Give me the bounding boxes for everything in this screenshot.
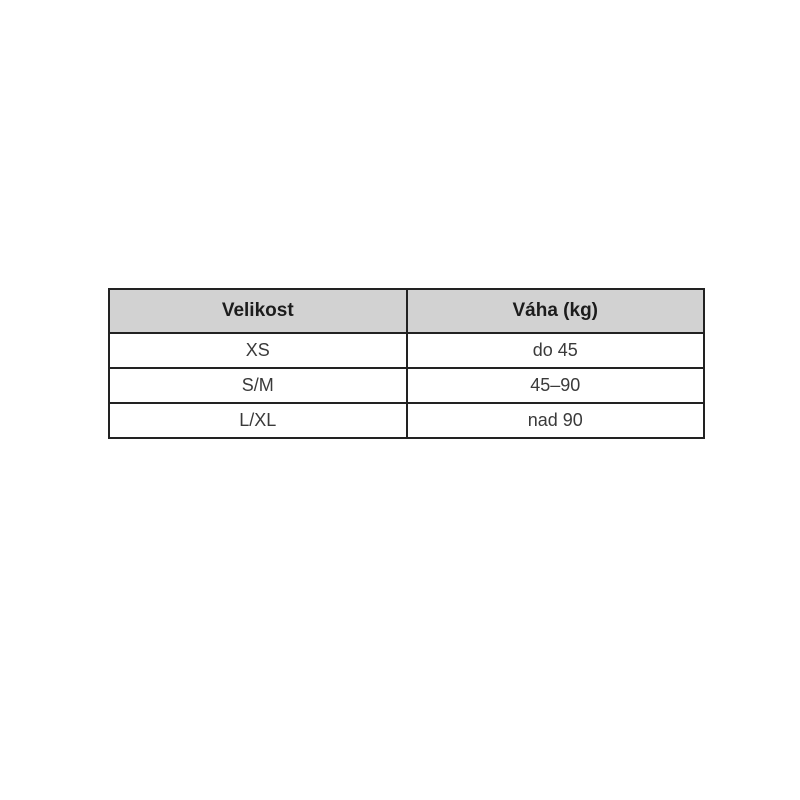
cell-size-lxl: L/XL [109,403,407,438]
header-cell-weight: Váha (kg) [407,289,705,333]
cell-size-xs: XS [109,333,407,368]
cell-size-sm: S/M [109,368,407,403]
cell-weight-sm: 45–90 [407,368,705,403]
cell-weight-lxl: nad 90 [407,403,705,438]
header-cell-size: Velikost [109,289,407,333]
size-chart-table [108,288,705,439]
table-header-row [109,289,704,333]
cell-weight-xs: do 45 [407,333,705,368]
table-row [109,403,704,438]
table-row [109,333,704,368]
table-row [109,368,704,403]
